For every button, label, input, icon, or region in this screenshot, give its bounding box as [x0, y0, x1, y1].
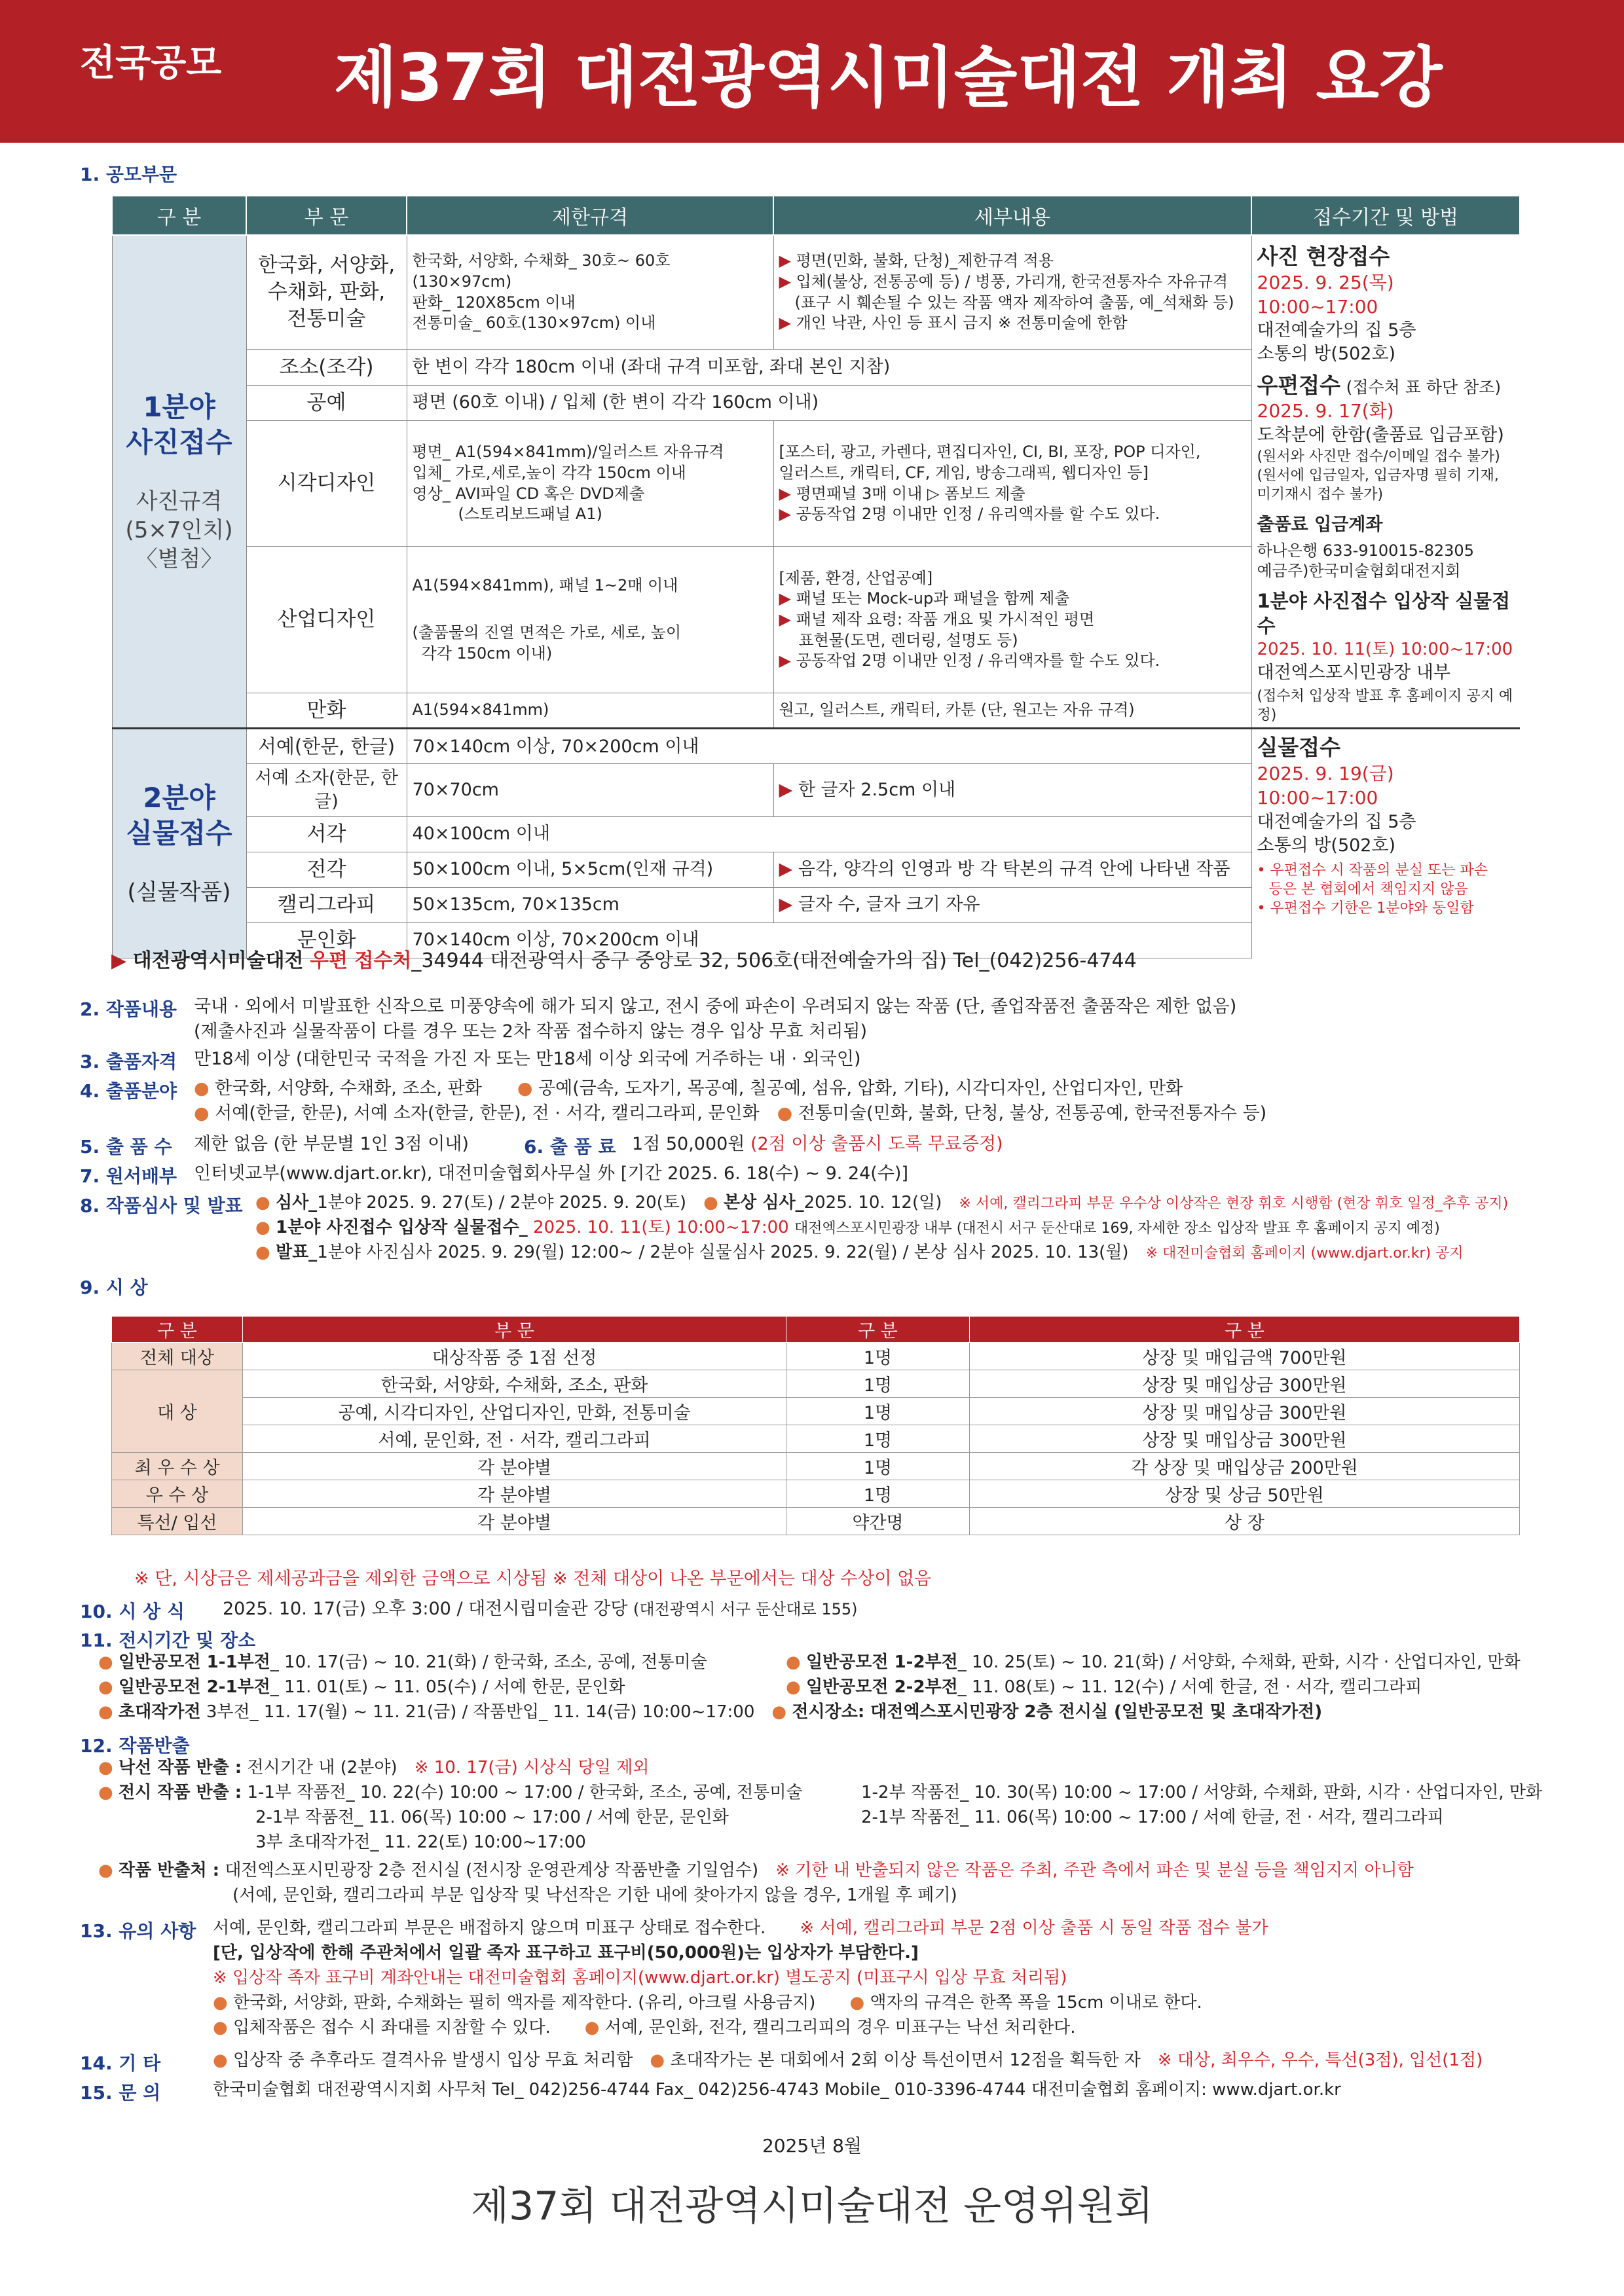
body-text: 대전엑스포시민광장 2층 전시실 (전시장 운영관계상 작품반출 기일엄수) [225, 1861, 759, 1880]
receipt-place: 대전예술가의 집 5층 [1257, 811, 1416, 832]
section-heading: 1. 공모부문 [80, 164, 177, 185]
body-label: 낙선 작품 반출 : [118, 1758, 242, 1777]
body-note: ※ 10. 17(금) 시상식 당일 제외 [414, 1758, 650, 1777]
body-text: 서예, 문인화, 전각, 캘리그리피의 경우 미표구는 낙선 처리한다. [604, 2018, 1076, 2037]
detail-text: 평면(민화, 불화, 단청)_제한규격 적용 [796, 251, 1054, 270]
detail-text: 입체(불상, 전통공예 등) / 병풍, 가리개, 한국전통자수 자유규격 [796, 272, 1228, 291]
body-text: 초대작가는 본 대회에서 2회 이상 특선이면서 12점을 획득한 자 [670, 2050, 1141, 2070]
division-cell: 만화 [246, 693, 407, 729]
receipt-place: 대전예술가의 집 5층 [1257, 320, 1416, 341]
body-label: 본상 심사_ [724, 1193, 804, 1212]
body-text: 서예, 문인화, 캘리그라피 부문은 배접하지 않으며 미표구 상태로 접수한다. [213, 1918, 766, 1938]
detail-text: 한 글자 2.5cm 이내 [798, 780, 956, 801]
spec-text: A1(594×841mm), 패널 1~2매 이내 [412, 576, 678, 595]
spec-text: 전통미술_ 60호(130×97cm) 이내 [412, 314, 656, 333]
detail-cell: ▶ 음각, 양각의 인영과 방 각 탁본의 규격 안에 나타낸 작품 [773, 852, 1251, 887]
detail-text: 음각, 양각의 인영과 방 각 탁본의 규격 안에 나타낸 작품 [798, 859, 1230, 880]
division-cell: 캘리그라피 [246, 887, 407, 922]
page-title: 제37회 대전광역시미술대전 개최 요강 [334, 39, 1443, 116]
table-header: 구 분 [970, 1317, 1520, 1343]
body-text: _ 11. 01(토) ~ 11. 05(수) / 서예 한문, 문인화 [270, 1677, 625, 1697]
receipt-place: 대전엑스포시민광장 내부 [1257, 662, 1450, 683]
detail-cell: [제품, 환경, 산업공예] ▶ 패널 또는 Mock-up과 패널을 함께 제출 ▶ 패널 제작 요령: 작품 개요 및 가시적인 평면 표현물(도면, 렌더링, 설명도 등) ▶ 공동작업 2명 이내만 인정 / 유리액자를 할 수도 있다. [773, 547, 1251, 693]
detail-text: 일러스트, 캐릭터, CF, 게임, 방송그래픽, 웹디자인 등] [779, 463, 1149, 482]
detail-cell: 원고, 일러스트, 캐릭터, 카툰 (단, 원고는 자유 규격) [773, 693, 1251, 729]
section-heading: 5. 출 품 수 [80, 1136, 172, 1157]
spec-text: 평면_ A1(594×841mm)/일러스트 자유규격 [412, 443, 724, 462]
body-label: 초대작가전 [118, 1702, 201, 1722]
body-text: 제한 없음 (한 부문별 1인 3점 이내) [194, 1134, 469, 1154]
category-sub: 사진규격 [136, 488, 223, 515]
table-row [112, 1453, 1520, 1480]
spec-text: 한국화, 서양화, 수채화_ 30호~ 60호(130×97cm) [412, 251, 671, 291]
body-note: (2점 이상 출품시 도록 무료증정) [750, 1134, 1003, 1154]
table-header: 구 분 [786, 1317, 970, 1343]
receipt-title: 사진 현장접수 [1257, 244, 1390, 269]
spec-cell: 40×100cm 이내 [407, 816, 1251, 852]
division-label: 전통미술 [287, 307, 366, 331]
detail-text: 패널 또는 Mock-up과 패널을 함께 제출 [796, 589, 1070, 608]
body-label: 일반공모전 2-1부전 [118, 1677, 270, 1697]
body-text: (제출사진과 실물작품이 다를 경우 또는 2차 작품 접수하지 않는 경우 입상 무효 처리됨) [194, 1021, 868, 1042]
body-label: 일반공모전 2-2부전 [805, 1677, 958, 1697]
spec-cell [407, 547, 773, 693]
division-label: 수채화, 판화, [267, 280, 386, 304]
receipt-note: 도착분에 한함(출품료 입금포함) [1257, 425, 1504, 446]
body-text: 1-2부 작품전_ 10. 30(목) 10:00 ~ 17:00 / 서양화, 수채화, 판화, 시각 · 산업디자인, 만화 [861, 1783, 1543, 1802]
category-label: 2분야 [143, 781, 215, 814]
body-text: 입상작 중 추후라도 결격사유 발생시 입상 무효 처리함 [232, 2050, 633, 2070]
header-banner [0, 0, 1624, 143]
body-text: 2025. 10. 12(일) [803, 1193, 942, 1212]
detail-text: 패널 제작 요령: 작품 개요 및 가시적인 평면 [796, 610, 1095, 629]
division-cell [246, 235, 407, 350]
receipt-note: (원서와 사진만 접수/이메일 접수 불가) [1257, 448, 1500, 465]
division-cell: 문인화 [246, 922, 407, 958]
award-count: 1명 [786, 1453, 970, 1480]
section-heading: 6. 출 품 료 [524, 1136, 616, 1157]
body-label: 전시장소: 대전엑스포시민광장 2층 전시실 (일반공모전 및 초대작가전) [792, 1702, 1323, 1722]
table-header: 부 문 [243, 1317, 786, 1343]
body-text: _ 10. 17(금) ~ 10. 21(화) / 한국화, 조소, 공예, 전통미술 [270, 1652, 707, 1672]
award-class: 대 상 [112, 1370, 243, 1453]
division-cell: 산업디자인 [246, 547, 407, 693]
table-header: 부 문 [246, 196, 407, 235]
table-row [112, 1343, 1520, 1370]
division-label: 한국화, 서양화, [257, 253, 396, 278]
table-row [112, 1398, 1520, 1425]
body-text: 인터넷교부(www.djart.or.kr), 대전미술협회사무실 外 [기간 2025. 6. 18(수) ~ 9. 24(수)] [194, 1163, 908, 1184]
receipt-date: 10:00~17:00 [1257, 786, 1378, 809]
spec-cell: A1(594×841mm) [407, 693, 773, 729]
section-heading: 11. 전시기간 및 장소 [80, 1630, 256, 1651]
body-text: 1분야 2025. 9. 27(토) / 2분야 2025. 9. 20(토) [317, 1193, 687, 1212]
table-row [112, 1425, 1520, 1453]
receipt-date: 2025. 9. 19(금) [1257, 762, 1394, 784]
category-label: 1분야 [143, 390, 215, 423]
detail-text: 공동작업 2명 이내만 인정 / 유리액자를 할 수도 있다. [796, 505, 1160, 524]
receipt-title: 우편접수 [1257, 372, 1341, 398]
detail-cell: ▶ 평면(민화, 불화, 단청)_제한규격 적용 ▶ 입체(불상, 전통공예 등) / 병풍, 가리개, 한국전통자수 자유규격 (표구 시 훼손될 수 있는 작품 액자 제작하여 출품, 예_석채화 등) ▶ 개인 낙관, 사인 등 표시 금지 ※ 전통미술에 한함 [773, 235, 1251, 350]
body-text: 공예(금속, 도자기, 목공예, 칠공예, 섬유, 압화, 기타), 시각디자인, 산업디자인, 만화 [538, 1078, 1183, 1099]
award-division: 각 분야별 [243, 1453, 786, 1480]
section-heading: 9. 시 상 [80, 1277, 148, 1298]
division-cell: 서예 소자(한문, 한글) [246, 764, 407, 816]
division-cell: 전각 [246, 852, 407, 887]
award-division: 서예, 문인화, 전 · 서각, 캘리그라피 [243, 1425, 786, 1453]
address-label: 대전광역시미술대전 [132, 949, 304, 972]
spec-text: (출품물의 진열 면적은 가로, 세로, 높이 [412, 623, 682, 642]
receipt-note: 우편접수 기한은 1분야와 동일함 [1270, 900, 1474, 917]
receipt-note: (접수처 입상작 발표 후 홈페이지 공지 예정) [1257, 688, 1513, 724]
account-title: 출품료 입금계좌 [1257, 514, 1383, 535]
award-count: 1명 [786, 1425, 970, 1453]
detail-text: 글자 수, 글자 크기 자유 [798, 894, 980, 915]
award-class: 특선/ 입선 [112, 1508, 243, 1535]
table-header: 구 분 [112, 1317, 243, 1343]
address-label: 우편 접수처 [309, 949, 412, 972]
award-prize: 각 상장 및 매입상금 200만원 [970, 1453, 1520, 1480]
division-cell: 공예 [246, 385, 407, 420]
body-text: 2-1부 작품전_ 11. 06(목) 10:00 ~ 17:00 / 서예 한글, 전 · 서각, 캘리그라피 [861, 1808, 1444, 1827]
award-count: 1명 [786, 1343, 970, 1370]
account-number: 하나은행 633-910015-82305 [1257, 541, 1474, 560]
category-sub: (실물작품) [127, 879, 231, 906]
division-cell: 시각디자인 [246, 420, 407, 547]
body-text: 2025. 10. 17(금) 오후 3:00 / 대전시립미술관 강당 [223, 1599, 628, 1619]
award-prize: 상장 및 매입상금 300만원 [970, 1370, 1520, 1398]
detail-cell: ▶ 한 글자 2.5cm 이내 [773, 764, 1251, 816]
table-header: 제한규격 [407, 196, 773, 235]
detail-cell: [포스터, 광고, 카렌다, 편집디자인, CI, BI, 포장, POP 디자인, 일러스트, 캐릭터, CF, 게임, 방송그래픽, 웹디자인 등] ▶ 평면패널 3매 이내 ▷ 폼보드 제출 ▶ 공동작업 2명 이내만 인정 / 유리액자를 할 수도 있다. [773, 420, 1251, 547]
body-text: 3부 초대작가전_ 11. 22(토) 10:00~17:00 [255, 1832, 586, 1852]
body-label: 일반공모전 1-2부전 [805, 1652, 958, 1672]
award-prize: 상장 및 상금 50만원 [970, 1480, 1520, 1508]
category-cell [112, 235, 246, 729]
spec-cell: 70×140cm 이상, 70×200cm 이내 [407, 729, 1251, 764]
body-note: ※ 기한 내 반출되지 않은 작품은 주최, 주관 측에서 파손 및 분실 등을 책임지지 아니함 [775, 1861, 1414, 1880]
receipt-date: 2025. 9. 17(화) [1257, 400, 1394, 422]
award-note: ※ 단, 시상금은 제세공과금을 제외한 금액으로 시상됨 ※ 전체 대상이 나온 부문에서는 대상 수상이 없음 [134, 1569, 932, 1589]
award-count: 1명 [786, 1398, 970, 1425]
table-header: 접수기간 및 방법 [1251, 196, 1520, 235]
table-row [112, 1480, 1520, 1508]
receipt-title: 1분야 사진접수 입상작 실물접수 [1257, 589, 1511, 638]
section-heading: 7. 원서배부 [80, 1165, 177, 1187]
detail-text: [포스터, 광고, 카렌다, 편집디자인, CI, BI, 포장, POP 디자인, [779, 443, 1201, 462]
spec-text: 영상_ AVI파일 CD 혹은 DVD제출 [412, 484, 645, 503]
section-heading: 12. 작품반출 [80, 1735, 190, 1757]
spec-text: 각각 150cm 이내) [421, 644, 553, 663]
body-label: 작품 반출처 : [118, 1861, 220, 1880]
address-text: _34944 대전광역시 중구 중앙로 32, 506호(대전예술가의 집) Tel_(042)256-4744 [411, 949, 1137, 972]
receipt-cell: 실물접수 2025. 9. 19(금) 10:00~17:00 대전예술가의 집 5층 소통의 방(502호) • 우편접수 시 작품의 분실 또는 파손 등은 본 협회에서 책임지지 않음 • 우편접수 기한은 1분야와 동일함 [1251, 729, 1520, 958]
body-text: 1분야 사진심사 2025. 9. 29(월) 12:00~ / 2분야 실물심사 2025. 9. 22(월) / 본상 심사 2025. 10. 13(월) [317, 1243, 1129, 1262]
body-note: ※ 서예, 캘리그라피 부문 2점 이상 출품 시 동일 작품 접수 불가 [800, 1918, 1268, 1938]
body-text: 서예(한글, 한문), 서예 소자(한글, 한문), 전 · 서각, 캘리그라피, 문인화 [215, 1103, 760, 1123]
mail-address: ▶ 대전광역시미술대전 우편 접수처_34944 대전광역시 중구 중앙로 32, 506호(대전예술가의 집) Tel_(042)256-4744 [111, 949, 1137, 972]
body-text: 국내 · 외에서 미발표한 신작으로 미풍양속에 해가 되지 않고, 전시 중에 파손이 우려되지 않는 작품 (단, 졸업작품전 출품작은 제한 없음) [194, 996, 1237, 1017]
award-prize: 상장 및 매입상금 300만원 [970, 1398, 1520, 1425]
body-note: ※ 대전미술협회 홈페이지 (www.djart.or.kr) 공지 [1145, 1245, 1464, 1262]
body-text: (대전광역시 서구 둔산대로 155) [633, 1600, 858, 1618]
table-row [112, 1508, 1520, 1535]
body-text: 전시기간 내 (2분야) [247, 1758, 397, 1777]
table-header: 세부내용 [773, 196, 1251, 235]
detail-text: 개인 낙관, 사인 등 표시 금지 ※ 전통미술에 한함 [796, 314, 1128, 333]
body-text: 2-1부 작품전_ 11. 06(목) 10:00 ~ 17:00 / 서예 한문, 문인화 [255, 1808, 729, 1827]
body-label: 발표_ [275, 1243, 318, 1262]
receipt-note: (원서에 입금일자, 입금자명 필히 기재, [1257, 467, 1499, 484]
detail-text: [제품, 환경, 산업공예] [779, 568, 933, 587]
award-division: 각 분야별 [243, 1508, 786, 1535]
contact-text: 한국미술협회 대전광역시지회 사무처 Tel_ 042)256-4744 Fax_ 042)256-4743 Mobile_ 010-3396-4744 대전미술협회 홈페이지: www.djart.or.kr [213, 2080, 1341, 2100]
section-heading: 8. 작품심사 및 발표 [80, 1195, 243, 1216]
category-label: 사진접수 [126, 426, 232, 459]
section-heading: 3. 출품자격 [80, 1051, 177, 1072]
category-label: 실물접수 [126, 817, 232, 850]
receipt-place: 소통의 방(502호) [1257, 835, 1396, 856]
account-holder: 예금주)한국미술협회대전지회 [1257, 562, 1461, 581]
award-division: 각 분야별 [243, 1480, 786, 1508]
body-text: 한국화, 서양화, 수채화, 조소, 판화 [215, 1078, 482, 1099]
spec-cell: 한 변이 각각 180cm 이내 (좌대 규격 미포함, 좌대 본인 지참) [407, 350, 1251, 385]
spec-cell: 70×70cm [407, 764, 773, 816]
spec-text: 입체_ 가로,세로,높이 각각 150cm 이내 [412, 463, 686, 482]
body-text: [단, 입상작에 한해 주관처에서 일괄 족자 표구하고 표구비(50,000원)는 입상자가 부담한다.] [213, 1943, 919, 1963]
body-date: 2025. 10. 11(토) 10:00~17:00 [532, 1218, 789, 1237]
detail-cell: ▶ 글자 수, 글자 크기 자유 [773, 887, 1251, 922]
category-table [111, 195, 1521, 958]
award-prize: 상장 및 매입금액 700만원 [970, 1343, 1520, 1370]
spec-text: (스토리보드패널 A1) [458, 505, 602, 524]
category-sub: 〈별첨〉 [135, 546, 223, 573]
body-note: ※ 입상작 족자 표구비 계좌안내는 대전미술협회 홈페이지(www.djart.or.kr) 별도공지 (미표구시 입상 무효 처리됨) [213, 1968, 1067, 1988]
category-sub: (5×7인치) [125, 517, 233, 544]
body-note: ※ 서예, 캘리그라피 부문 우수상 이상작은 현장 휘호 시행함 (현장 휘호 일정_추후 공지) [959, 1195, 1509, 1212]
body-text: 대전엑스포시민광장 내부 (대전시 서구 둔산대로 169, 자세한 장소 입상작 발표 후 홈페이지 공지 예정) [794, 1220, 1440, 1237]
section-heading: 15. 문 의 [80, 2082, 161, 2104]
body-label: 1분야 사진접수 입상작 실물접수_ [275, 1218, 528, 1237]
footer-organization: 제37회 대전광역시미술대전 운영위원회 [471, 2183, 1153, 2229]
award-division: 한국화, 서양화, 수채화, 조소, 판화 [243, 1370, 786, 1398]
award-class: 우 수 상 [112, 1480, 243, 1508]
detail-text: 표현물(도면, 렌더링, 설명도 등) [798, 630, 1018, 649]
award-prize: 상장 및 매입상금 300만원 [970, 1425, 1520, 1453]
body-text: 액자의 규격은 한쪽 폭을 15cm 이내로 한다. [870, 1993, 1202, 2013]
spec-cell: 평면 (60호 이내) / 입체 (한 변이 각각 160cm 이내) [407, 385, 1251, 420]
body-label: 전시 작품 반출 : [118, 1783, 242, 1802]
body-label: 일반공모전 1-1부전 [118, 1652, 270, 1672]
body-text: _ 11. 08(토) ~ 11. 12(수) / 서예 한글, 전 · 서각, 캘리그라피 [957, 1677, 1422, 1697]
detail-text: (표구 시 훼손될 수 있는 작품 액자 제작하여 출품, 예_석채화 등) [794, 293, 1234, 312]
award-count: 약간명 [786, 1508, 970, 1535]
section-heading: 2. 작품내용 [80, 998, 177, 1020]
section-heading: 14. 기 타 [80, 2052, 161, 2074]
receipt-title: 실물접수 [1257, 735, 1341, 761]
spec-text: 판화_ 120X85cm 이내 [412, 293, 576, 312]
body-text: 3부전_ 11. 17(월) ~ 11. 21(금) / 작품반입_ 11. 14(금) 10:00~17:00 [206, 1702, 755, 1722]
division-cell: 서각 [246, 816, 407, 852]
division-cell: 조소(조각) [246, 350, 407, 385]
award-class: 최 우 수 상 [112, 1453, 243, 1480]
spec-cell: 50×135cm, 70×135cm [407, 887, 773, 922]
section-heading: 13. 유의 사항 [80, 1920, 196, 1942]
footer-date: 2025년 8월 [762, 2135, 862, 2157]
division-cell: 서예(한문, 한글) [246, 729, 407, 764]
body-text: 만18세 이상 (대한민국 국적을 가진 자 또는 만18세 이상 외국에 거주하는 내 · 외국인) [194, 1049, 861, 1069]
receipt-date: 2025. 9. 25(목) 10:00~17:00 [1257, 271, 1394, 318]
award-class: 전체 대상 [112, 1343, 243, 1370]
award-prize: 상 장 [970, 1508, 1520, 1535]
body-label: 심사_ [275, 1193, 318, 1212]
receipt-note: 미기재시 접수 불가) [1257, 486, 1384, 503]
section-heading: 4. 출품분야 [80, 1080, 177, 1102]
award-count: 1명 [786, 1370, 970, 1398]
table-row [112, 1370, 1520, 1398]
receipt-date: 2025. 10. 11(토) 10:00~17:00 [1257, 640, 1513, 660]
award-division: 공예, 시각디자인, 산업디자인, 만화, 전통미술 [243, 1398, 786, 1425]
receipt-note: 등은 본 협회에서 책임지지 않음 [1268, 881, 1468, 898]
award-table [111, 1316, 1520, 1535]
detail-text: 공동작업 2명 이내만 인정 / 유리액자를 할 수도 있다. [796, 651, 1160, 670]
header-tag: 전국공모 [80, 42, 222, 84]
body-text: 입체작품은 접수 시 좌대를 지참할 수 있다. [232, 2018, 551, 2037]
body-text: 한국화, 서양화, 판화, 수채화는 필히 액자를 제작한다. (유리, 아크릴 사용금지) [232, 1993, 816, 2013]
receipt-note: (접수처 표 하단 참조) [1346, 377, 1502, 397]
receipt-cell [1251, 235, 1520, 729]
spec-cell [407, 420, 773, 547]
table-header: 구 분 [112, 196, 246, 235]
receipt-place: 소통의 방(502호) [1257, 344, 1396, 365]
spec-cell: 70×140cm 이상, 70×200cm 이내 [407, 922, 1251, 958]
section-heading: 10. 시 상 식 [80, 1601, 185, 1622]
body-text: 전통미술(민화, 불화, 단청, 불상, 전통공예, 한국전통자수 등) [798, 1103, 1267, 1123]
spec-cell: 50×100cm 이내, 5×5cm(인재 규격) [407, 852, 773, 887]
category-cell [112, 729, 246, 958]
body-note: ※ 대상, 최우수, 우수, 특선(3점), 입선(1점) [1157, 2050, 1483, 2070]
award-division: 대상작품 중 1점 선정 [243, 1343, 786, 1370]
receipt-note: 우편접수 시 작품의 분실 또는 파손 [1270, 862, 1488, 879]
detail-text: 평면패널 3매 이내 ▷ 폼보드 제출 [796, 484, 1025, 503]
body-text: 1점 50,000원 [632, 1134, 745, 1154]
body-text: 1-1부 작품전_ 10. 22(수) 10:00 ~ 17:00 / 한국화, 조소, 공예, 전통미술 [247, 1783, 803, 1802]
award-count: 1명 [786, 1480, 970, 1508]
body-text: (서예, 문인화, 캘리그라피 부문 입상작 및 낙선작은 기한 내에 찾아가지 않을 경우, 1개월 후 폐기) [232, 1886, 957, 1905]
body-text: _ 10. 25(토) ~ 10. 21(화) / 서양화, 수채화, 판화, 시각 · 산업디자인, 만화 [957, 1652, 1521, 1672]
spec-cell [407, 235, 773, 350]
